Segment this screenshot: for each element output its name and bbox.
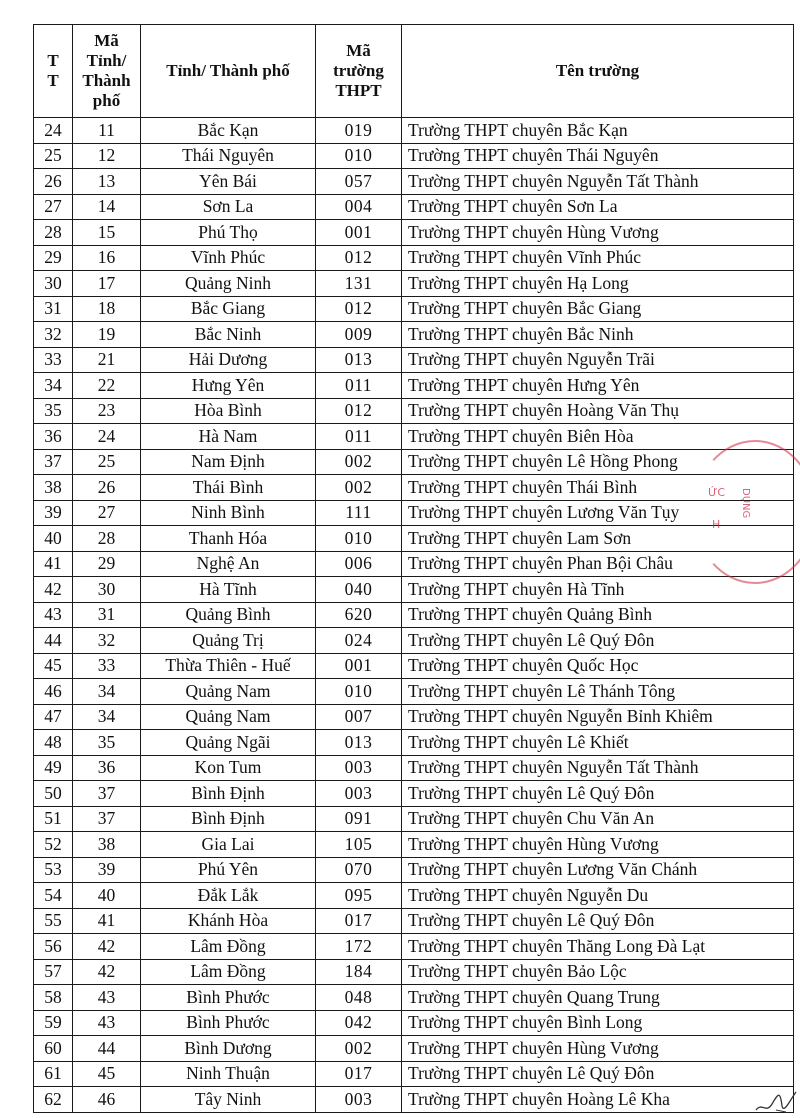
row-ten-truong: Trường THPT chuyên Hưng Yên	[402, 373, 794, 399]
row-ma-truong: 001	[316, 220, 402, 246]
row-tt: 38	[34, 475, 73, 501]
table-row	[34, 985, 794, 1011]
row-tt: 27	[34, 194, 73, 220]
row-ma-tinh: 32	[73, 628, 141, 654]
row-ma-truong: 006	[316, 551, 402, 577]
table-row	[34, 577, 794, 603]
row-tt: 34	[34, 373, 73, 399]
row-ma-truong: 040	[316, 577, 402, 603]
row-ma-truong: 017	[316, 908, 402, 934]
row-ma-tinh: 43	[73, 1010, 141, 1036]
row-tt: 55	[34, 908, 73, 934]
table-row	[34, 424, 794, 450]
row-tt: 51	[34, 806, 73, 832]
row-tinh: Sơn La	[141, 194, 316, 220]
row-ten-truong: Trường THPT chuyên Lê Thánh Tông	[402, 679, 794, 705]
table-row	[34, 730, 794, 756]
row-tinh: Bình Phước	[141, 1010, 316, 1036]
row-ten-truong: Trường THPT chuyên Sơn La	[402, 194, 794, 220]
table-row	[34, 679, 794, 705]
row-tt: 48	[34, 730, 73, 756]
row-ma-tinh: 46	[73, 1087, 141, 1113]
row-ma-truong: 048	[316, 985, 402, 1011]
table-row	[34, 883, 794, 909]
row-ma-tinh: 15	[73, 220, 141, 246]
header-ma-tinh: Mã Tỉnh/ Thành phố	[73, 25, 141, 118]
row-ten-truong: Trường THPT chuyên Bắc Kạn	[402, 118, 794, 144]
row-ten-truong: Trường THPT chuyên Lương Văn Chánh	[402, 857, 794, 883]
table-row	[34, 959, 794, 985]
row-ma-truong: 095	[316, 883, 402, 909]
row-ten-truong: Trường THPT chuyên Lê Quý Đôn	[402, 628, 794, 654]
row-ten-truong: Trường THPT chuyên Hùng Vương	[402, 832, 794, 858]
row-tinh: Thanh Hóa	[141, 526, 316, 552]
table-header	[34, 25, 794, 118]
table-body	[34, 118, 794, 1113]
row-ma-truong: 013	[316, 347, 402, 373]
row-ma-truong: 070	[316, 857, 402, 883]
row-ma-truong: 010	[316, 679, 402, 705]
row-ma-tinh: 41	[73, 908, 141, 934]
table-row	[34, 628, 794, 654]
row-ma-tinh: 29	[73, 551, 141, 577]
row-tt: 49	[34, 755, 73, 781]
row-tinh: Bắc Giang	[141, 296, 316, 322]
row-ma-tinh: 25	[73, 449, 141, 475]
row-tt: 32	[34, 322, 73, 348]
row-ma-truong: 003	[316, 755, 402, 781]
row-tt: 46	[34, 679, 73, 705]
row-ten-truong: Trường THPT chuyên Phan Bội Châu	[402, 551, 794, 577]
row-ma-tinh: 21	[73, 347, 141, 373]
row-ma-truong: 042	[316, 1010, 402, 1036]
handwritten-signature	[752, 1080, 800, 1118]
row-tinh: Kon Tum	[141, 755, 316, 781]
row-tt: 56	[34, 934, 73, 960]
row-tinh: Hưng Yên	[141, 373, 316, 399]
row-ma-truong: 002	[316, 475, 402, 501]
row-ma-tinh: 28	[73, 526, 141, 552]
row-ten-truong: Trường THPT chuyên Bắc Giang	[402, 296, 794, 322]
row-tt: 31	[34, 296, 73, 322]
row-ma-truong: 009	[316, 322, 402, 348]
table-row	[34, 475, 794, 501]
row-ma-tinh: 40	[73, 883, 141, 909]
row-ma-tinh: 42	[73, 934, 141, 960]
row-tt: 54	[34, 883, 73, 909]
row-tt: 26	[34, 169, 73, 195]
row-tt: 61	[34, 1061, 73, 1087]
row-ma-truong: 011	[316, 424, 402, 450]
row-ma-tinh: 17	[73, 271, 141, 297]
row-tinh: Lâm Đồng	[141, 959, 316, 985]
table-row	[34, 220, 794, 246]
row-tt: 35	[34, 398, 73, 424]
row-ma-tinh: 42	[73, 959, 141, 985]
row-tt: 24	[34, 118, 73, 144]
row-ten-truong: Trường THPT chuyên Quang Trung	[402, 985, 794, 1011]
row-tinh: Nam Định	[141, 449, 316, 475]
header-tt-text: T T	[47, 51, 59, 90]
table-row	[34, 806, 794, 832]
row-ma-tinh: 35	[73, 730, 141, 756]
header-tt	[34, 25, 73, 118]
row-ma-truong: 002	[316, 1036, 402, 1062]
row-ma-tinh: 19	[73, 322, 141, 348]
stamp-text-2: DỤNG	[740, 488, 751, 519]
table-row	[34, 832, 794, 858]
row-ten-truong: Trường THPT chuyên Nguyễn Du	[402, 883, 794, 909]
row-ten-truong: Trường THPT chuyên Bắc Ninh	[402, 322, 794, 348]
table-row	[34, 908, 794, 934]
row-ten-truong: Trường THPT chuyên Thái Nguyên	[402, 143, 794, 169]
row-ma-truong: 184	[316, 959, 402, 985]
row-ma-tinh: 30	[73, 577, 141, 603]
table-row	[34, 755, 794, 781]
row-tinh: Gia Lai	[141, 832, 316, 858]
table-row	[34, 322, 794, 348]
header-tinh: Tỉnh/ Thành phố	[141, 25, 316, 118]
row-ma-truong: 010	[316, 526, 402, 552]
row-tt: 40	[34, 526, 73, 552]
row-ma-truong: 002	[316, 449, 402, 475]
row-ma-tinh: 16	[73, 245, 141, 271]
table-row	[34, 169, 794, 195]
row-ten-truong: Trường THPT chuyên Thăng Long Đà Lạt	[402, 934, 794, 960]
row-ma-tinh: 18	[73, 296, 141, 322]
row-ten-truong: Trường THPT chuyên Hoàng Văn Thụ	[402, 398, 794, 424]
row-ma-tinh: 23	[73, 398, 141, 424]
row-tt: 42	[34, 577, 73, 603]
row-ma-truong: 131	[316, 271, 402, 297]
row-ma-truong: 012	[316, 296, 402, 322]
row-tinh: Thái Bình	[141, 475, 316, 501]
row-tinh: Quảng Ngãi	[141, 730, 316, 756]
row-tt: 30	[34, 271, 73, 297]
row-ten-truong: Trường THPT chuyên Lê Hồng Phong	[402, 449, 794, 475]
header-ma-truong	[316, 25, 402, 118]
row-ma-truong: 013	[316, 730, 402, 756]
row-ma-tinh: 45	[73, 1061, 141, 1087]
table-row	[34, 551, 794, 577]
row-tinh: Quảng Nam	[141, 679, 316, 705]
row-tt: 50	[34, 781, 73, 807]
row-tinh: Hà Nam	[141, 424, 316, 450]
row-ten-truong: Trường THPT chuyên Hoàng Lê Kha	[402, 1087, 794, 1113]
table-row	[34, 271, 794, 297]
table-row	[34, 934, 794, 960]
row-tinh: Phú Yên	[141, 857, 316, 883]
row-ma-tinh: 43	[73, 985, 141, 1011]
table-row	[34, 398, 794, 424]
stamp-text-3: H	[712, 518, 721, 531]
row-tt: 53	[34, 857, 73, 883]
table-row	[34, 143, 794, 169]
table-row	[34, 296, 794, 322]
row-ma-tinh: 39	[73, 857, 141, 883]
row-ten-truong: Trường THPT chuyên Thái Bình	[402, 475, 794, 501]
row-ma-tinh: 38	[73, 832, 141, 858]
row-ten-truong: Trường THPT chuyên Bảo Lộc	[402, 959, 794, 985]
row-tt: 59	[34, 1010, 73, 1036]
row-tinh: Quảng Ninh	[141, 271, 316, 297]
row-ma-truong: 024	[316, 628, 402, 654]
row-tt: 36	[34, 424, 73, 450]
row-tinh: Bình Phước	[141, 985, 316, 1011]
row-tinh: Khánh Hòa	[141, 908, 316, 934]
row-ma-tinh: 14	[73, 194, 141, 220]
row-tinh: Đắk Lắk	[141, 883, 316, 909]
row-ma-tinh: 27	[73, 500, 141, 526]
row-tinh: Hà Tĩnh	[141, 577, 316, 603]
row-ma-truong: 003	[316, 1087, 402, 1113]
row-ma-tinh: 12	[73, 143, 141, 169]
row-ma-truong: 011	[316, 373, 402, 399]
row-ma-tinh: 36	[73, 755, 141, 781]
table-row	[34, 118, 794, 144]
row-ma-tinh: 22	[73, 373, 141, 399]
row-ma-truong: 017	[316, 1061, 402, 1087]
school-list-sheet	[33, 24, 793, 1113]
table-row	[34, 1010, 794, 1036]
table-row	[34, 602, 794, 628]
school-table	[33, 24, 794, 1113]
table-row	[34, 704, 794, 730]
row-ten-truong: Trường THPT chuyên Nguyễn Tất Thành	[402, 169, 794, 195]
row-ma-tinh: 34	[73, 704, 141, 730]
row-tt: 25	[34, 143, 73, 169]
row-tt: 47	[34, 704, 73, 730]
table-row	[34, 347, 794, 373]
row-ten-truong: Trường THPT chuyên Nguyễn Bỉnh Khiêm	[402, 704, 794, 730]
row-ten-truong: Trường THPT chuyên Hạ Long	[402, 271, 794, 297]
row-tt: 57	[34, 959, 73, 985]
row-tinh: Tây Ninh	[141, 1087, 316, 1113]
row-ten-truong: Trường THPT chuyên Lê Quý Đôn	[402, 781, 794, 807]
row-tt: 45	[34, 653, 73, 679]
row-tinh: Thừa Thiên - Huế	[141, 653, 316, 679]
stamp-text-1: ỨC	[708, 486, 726, 499]
header-ma-truong-text: Mã trường THPT	[333, 41, 384, 100]
row-ma-tinh: 37	[73, 806, 141, 832]
row-tinh: Yên Bái	[141, 169, 316, 195]
row-tinh: Vĩnh Phúc	[141, 245, 316, 271]
row-tt: 44	[34, 628, 73, 654]
row-ten-truong: Trường THPT chuyên Hùng Vương	[402, 220, 794, 246]
row-ma-tinh: 31	[73, 602, 141, 628]
row-ma-truong: 007	[316, 704, 402, 730]
row-ten-truong: Trường THPT chuyên Chu Văn An	[402, 806, 794, 832]
row-ten-truong: Trường THPT chuyên Lương Văn Tụy	[402, 500, 794, 526]
row-tinh: Lâm Đồng	[141, 934, 316, 960]
row-ten-truong: Trường THPT chuyên Hùng Vương	[402, 1036, 794, 1062]
row-tinh: Bắc Ninh	[141, 322, 316, 348]
row-ma-truong: 091	[316, 806, 402, 832]
row-tt: 29	[34, 245, 73, 271]
row-ten-truong: Trường THPT chuyên Lam Sơn	[402, 526, 794, 552]
table-row	[34, 526, 794, 552]
row-ma-truong: 620	[316, 602, 402, 628]
row-tt: 39	[34, 500, 73, 526]
row-tt: 62	[34, 1087, 73, 1113]
table-row	[34, 1036, 794, 1062]
table-row	[34, 449, 794, 475]
row-ten-truong: Trường THPT chuyên Nguyễn Trãi	[402, 347, 794, 373]
row-ten-truong: Trường THPT chuyên Nguyễn Tất Thành	[402, 755, 794, 781]
row-ma-truong: 111	[316, 500, 402, 526]
row-tt: 52	[34, 832, 73, 858]
row-tinh: Bắc Kạn	[141, 118, 316, 144]
row-tinh: Hòa Bình	[141, 398, 316, 424]
row-tinh: Bình Dương	[141, 1036, 316, 1062]
table-row	[34, 373, 794, 399]
header-row	[34, 25, 794, 118]
row-ma-truong: 172	[316, 934, 402, 960]
row-tt: 60	[34, 1036, 73, 1062]
row-tinh: Quảng Nam	[141, 704, 316, 730]
row-tinh: Phú Thọ	[141, 220, 316, 246]
row-ma-tinh: 24	[73, 424, 141, 450]
row-tinh: Ninh Bình	[141, 500, 316, 526]
row-ten-truong: Trường THPT chuyên Lê Quý Đôn	[402, 1061, 794, 1087]
table-row	[34, 194, 794, 220]
row-tinh: Bình Định	[141, 781, 316, 807]
row-ma-truong: 003	[316, 781, 402, 807]
row-ma-truong: 004	[316, 194, 402, 220]
row-tt: 58	[34, 985, 73, 1011]
table-row	[34, 245, 794, 271]
row-ten-truong: Trường THPT chuyên Vĩnh Phúc	[402, 245, 794, 271]
row-ma-truong: 001	[316, 653, 402, 679]
row-ma-tinh: 34	[73, 679, 141, 705]
table-row	[34, 1087, 794, 1113]
row-ten-truong: Trường THPT chuyên Quốc Học	[402, 653, 794, 679]
row-ten-truong: Trường THPT chuyên Lê Khiết	[402, 730, 794, 756]
row-tinh: Hải Dương	[141, 347, 316, 373]
row-tt: 43	[34, 602, 73, 628]
row-ma-tinh: 37	[73, 781, 141, 807]
row-tt: 33	[34, 347, 73, 373]
row-tt: 41	[34, 551, 73, 577]
row-ma-truong: 057	[316, 169, 402, 195]
row-ma-truong: 019	[316, 118, 402, 144]
table-row	[34, 653, 794, 679]
row-ten-truong: Trường THPT chuyên Biên Hòa	[402, 424, 794, 450]
table-row	[34, 1061, 794, 1087]
row-ten-truong: Trường THPT chuyên Hà Tĩnh	[402, 577, 794, 603]
row-tt: 28	[34, 220, 73, 246]
row-tinh: Ninh Thuận	[141, 1061, 316, 1087]
row-ma-tinh: 13	[73, 169, 141, 195]
row-ma-tinh: 33	[73, 653, 141, 679]
row-ma-truong: 010	[316, 143, 402, 169]
row-tt: 37	[34, 449, 73, 475]
row-tinh: Quảng Trị	[141, 628, 316, 654]
row-ma-truong: 105	[316, 832, 402, 858]
table-row	[34, 500, 794, 526]
row-ten-truong: Trường THPT chuyên Lê Quý Đôn	[402, 908, 794, 934]
header-ten-truong: Tên trường	[402, 25, 794, 118]
row-tinh: Bình Định	[141, 806, 316, 832]
row-ma-tinh: 11	[73, 118, 141, 144]
table-row	[34, 781, 794, 807]
row-ten-truong: Trường THPT chuyên Quảng Bình	[402, 602, 794, 628]
row-tinh: Nghệ An	[141, 551, 316, 577]
row-tinh: Quảng Bình	[141, 602, 316, 628]
table-row	[34, 857, 794, 883]
row-ma-tinh: 26	[73, 475, 141, 501]
row-ten-truong: Trường THPT chuyên Bình Long	[402, 1010, 794, 1036]
row-tinh: Thái Nguyên	[141, 143, 316, 169]
row-ma-tinh: 44	[73, 1036, 141, 1062]
row-ma-truong: 012	[316, 398, 402, 424]
row-ma-truong: 012	[316, 245, 402, 271]
